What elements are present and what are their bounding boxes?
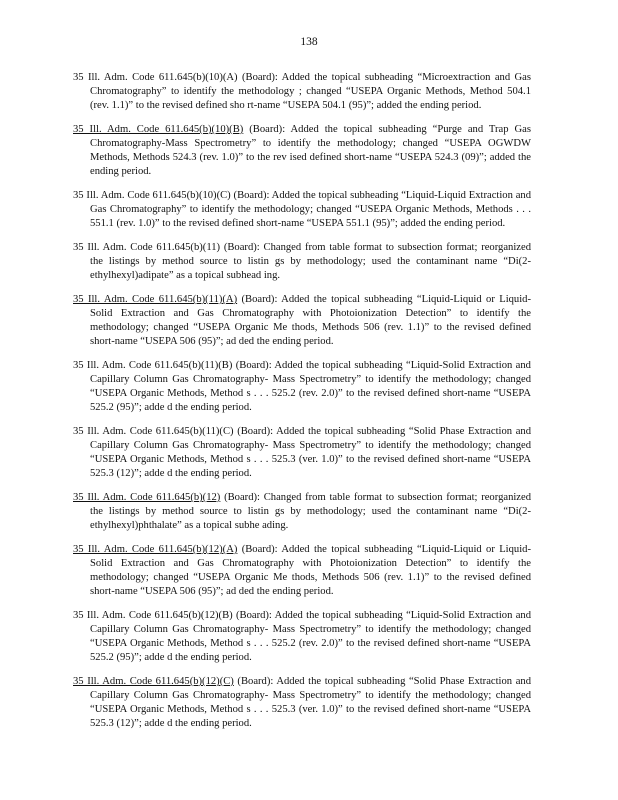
amendment-entry	[73, 609, 531, 665]
amendment-text: (Board): Added the topical subheading “Solid Phase Extraction and Capillary Column Gas Chromatography- Mass Spectrometry” to identify the methodology; changed “USEPA Organic Methods, Method s . . . 525.3 (ver. 1.0)” to the revised defined short-name “USEPA 525.3 (12)”; adde d the ending period.	[90, 426, 531, 479]
amendment-entry	[73, 675, 531, 731]
citation: 35 Ill. Adm. Code 611.645(b)(12)(B)	[73, 610, 233, 621]
amendment-entry	[73, 359, 531, 415]
amendment-text: (Board): Added the topical subheading “Solid Phase Extraction and Capillary Column Gas Chromatography- Mass Spectrometry” to identify the methodology; changed “USEPA Organic Methods, Method s . . . 525.3 (ver. 1.0)” to the revised defined short-name “USEPA 525.3 (12)”; adde d the ending period.	[90, 676, 531, 729]
amendment-text: (Board): Added the topical subheading “Liquid-Solid Extraction and Capillary Column Gas Chromatography- Mass Spectrometry” to identify the methodology; changed “USEPA Organic Methods, Method s . . . 525.2 (rev. 2.0)” to the revised defined short-name “USEPA 525.2 (95)”; adde d the ending period.	[90, 610, 531, 663]
citation: 35 Ill. Adm. Code 611.645(b)(10)(B)	[73, 124, 244, 135]
citation: 35 Ill. Adm. Code 611.645(b)(11)(B)	[73, 360, 233, 371]
amendment-text: (Board): Added the topical subheading “Purge and Trap Gas Chromatography-Mass Spectrometry” to identify the methodology; changed “USEPA OGWDW Methods, Methods 524.3 (rev. 1.0)” to the rev ised defined short-name “USEPA 524.3 (09)”; added the ending period.	[90, 124, 531, 177]
amendment-entry	[73, 241, 531, 283]
citation: 35 Ill. Adm. Code 611.645(b)(11)(A)	[73, 294, 238, 305]
amendment-text: (Board): Added the topical subheading “Liquid-Liquid or Liquid-Solid Extraction and Gas Chromatography with Photoionization Detection” to identify the methodology; changed “USEPA Organic Me thods, Methods 506 (rev. 1.1)” to the revised defined short-name “USEPA 506 (95)”; ad ded the ending period.	[90, 544, 531, 597]
citation: 35 Ill. Adm. Code 611.645(b)(12)(C)	[73, 676, 234, 687]
citation: 35 Ill. Adm. Code 611.645(b)(12)(A)	[73, 544, 238, 555]
citation: 35 Ill. Adm. Code 611.645(b)(11)	[73, 242, 221, 253]
amendment-entry	[73, 491, 531, 533]
amendment-entry	[73, 293, 531, 349]
amendment-text: (Board): Added the topical subheading “Liquid-Liquid Extraction and Gas Chromatography” to identify the methodology; changed “USEPA Organic Methods, Methods . . . 551.1 (rev. 1.0)” to the revised defined short-name “USEPA 551.1 (95)”; added the ending period.	[90, 190, 531, 229]
amendment-list	[73, 71, 531, 741]
amendment-text: (Board): Changed from table format to subsection format; reorganized the listings by method source to listin gs by methodology; used the contaminant name “Di(2-ethylhexyl)phthalate” as a topical subhe ading.	[90, 492, 532, 531]
page-number: 138	[300, 36, 318, 48]
amendment-text: (Board): Added the topical subheading “Microextraction and Gas Chromatography” to identify the methodology ; changed “USEPA Organic Methods, Method 504.1 (rev. 1.1)” to the revised defined sho rt-name “USEPA 504.1 (95)”; added the ending period.	[90, 72, 531, 111]
citation: 35 Ill. Adm. Code 611.645(b)(11)(C)	[73, 426, 234, 437]
amendment-entry	[73, 71, 531, 113]
amendment-text: (Board): Added the topical subheading “Liquid-Solid Extraction and Capillary Column Gas Chromatography- Mass Spectrometry” to identify the methodology; changed “USEPA Organic Methods, Method s . . . 525.2 (rev. 2.0)” to the revised defined short-name “USEPA 525.2 (95)”; adde d the ending period.	[90, 360, 531, 413]
citation: 35 Ill. Adm. Code 611.645(b)(10)(A)	[73, 72, 238, 83]
amendment-entry	[73, 189, 531, 231]
amendment-text: (Board): Changed from table format to subsection format; reorganized the listings by method source to listin gs by methodology; used the contaminant name “Di(2-ethylhexyl)adipate” as a topical subhead ing.	[90, 242, 531, 281]
citation: 35 Ill. Adm. Code 611.645(b)(12)	[73, 492, 221, 503]
amendment-entry	[73, 543, 531, 599]
amendment-entry	[73, 425, 531, 481]
amendment-text: (Board): Added the topical subheading “Liquid-Liquid or Liquid-Solid Extraction and Gas Chromatography with Photoionization Detection” to identify the methodology; changed “USEPA Organic Me thods, Methods 506 (rev. 1.1)” to the revised defined short-name “USEPA 506 (95)”; ad ded the ending period.	[90, 294, 531, 347]
amendment-entry	[73, 123, 531, 179]
citation: 35 Ill. Adm. Code 611.645(b)(10)(C)	[73, 190, 231, 201]
